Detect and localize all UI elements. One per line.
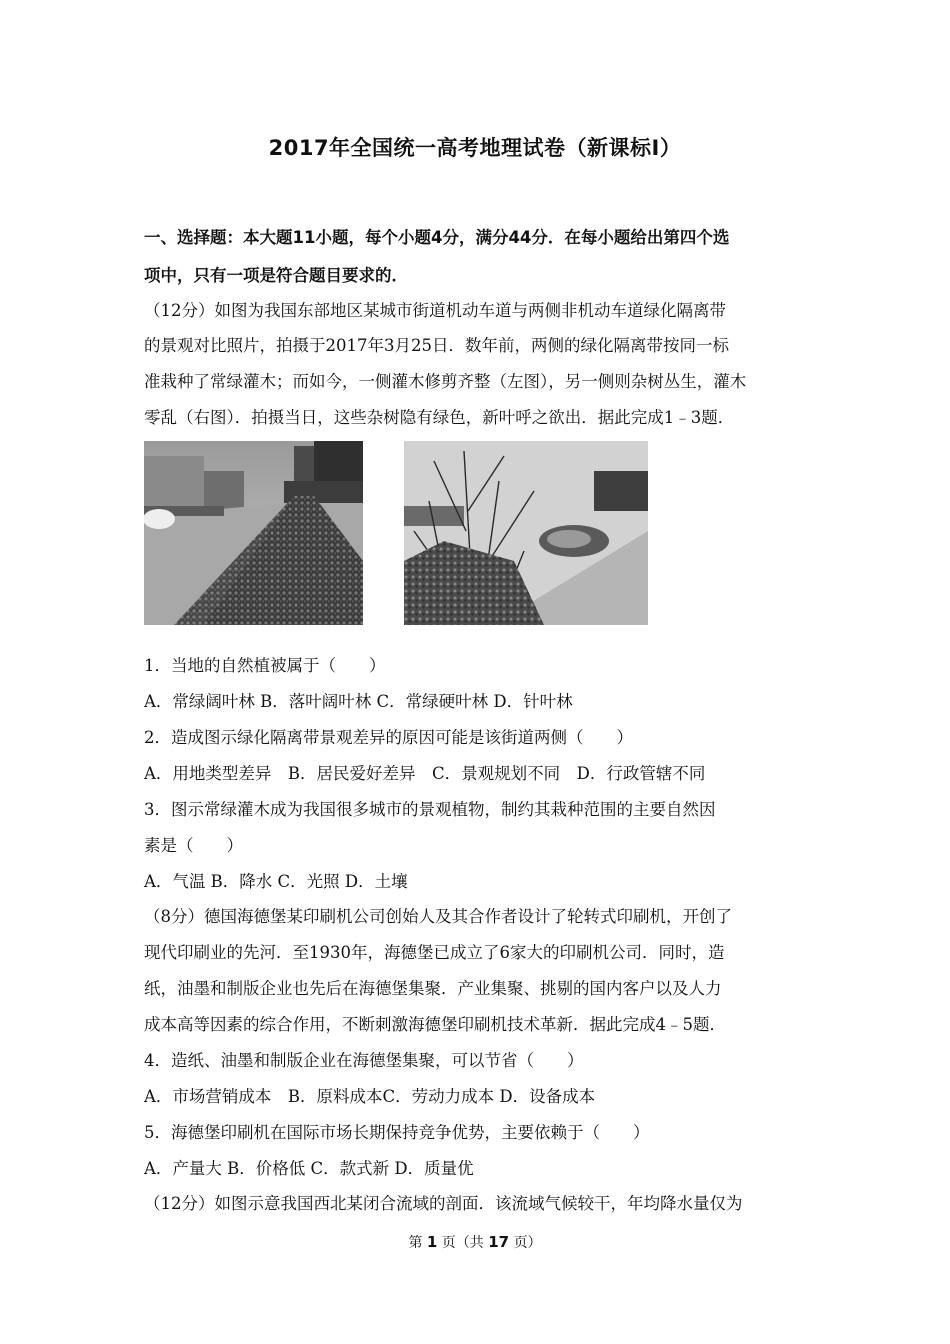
footer-middle: 页（共 xyxy=(441,1235,484,1251)
passage-1-line: 准栽种了常绿灌木；而如今，一侧灌木修剪齐整（左图），另一侧则杂树丛生，灌木 xyxy=(144,372,747,391)
question-4-options: A．市场营销成本 B．原料成本C．劳动力成本 D．设备成本 xyxy=(144,1087,596,1106)
question-1-options: A．常绿阔叶林 B．落叶阔叶林 C．常绿硬叶林 D．针叶林 xyxy=(144,692,573,711)
section-heading-line-1: 一、选择题：本大题11小题，每个小题4分，满分44分．在每小题给出第四个选 xyxy=(144,228,730,247)
page-title: 2017年全国统一高考地理试卷（新课标Ⅰ） xyxy=(268,136,682,160)
question-3-options: A．气温 B．降水 C．光照 D．土壤 xyxy=(144,872,408,891)
footer-suffix: 页） xyxy=(513,1235,542,1251)
passage-1-line: 的景观对比照片，拍摄于2017年3月25日．数年前，两侧的绿化隔离带按同一标 xyxy=(144,336,729,355)
footer-prefix: 第 xyxy=(408,1235,423,1251)
passage-1-line: （12分）如图为我国东部地区某城市街道机动车道与两侧非机动车道绿化隔离带 xyxy=(144,301,726,320)
passage-2-line: 成本高等因素的综合作用，不断刺激海德堡印刷机技术革新．据此完成4﹣5题． xyxy=(144,1015,726,1034)
question-4: 4．造纸、油墨和制版企业在海德堡集聚，可以节省（ ） xyxy=(144,1051,584,1070)
passage-2-line: （8分）德国海德堡某印刷机公司创始人及其合作者设计了轮转式印刷机，开创了 xyxy=(144,907,732,926)
passage-3-line: （12分）如图示意我国西北某闭合流域的剖面．该流域气候较干，年均降水量仅为 xyxy=(144,1194,743,1213)
question-3-line-1: 3．图示常绿灌木成为我国很多城市的景观植物，制约其栽种范围的主要自然因 xyxy=(144,800,716,819)
page-footer xyxy=(0,1232,950,1252)
question-1: 1．当地的自然植被属于（ ） xyxy=(144,656,386,675)
question-2: 2．造成图示绿化隔离带景观差异的原因可能是该街道两侧（ ） xyxy=(144,728,633,747)
question-5: 5．海德堡印刷机在国际市场长期保持竞争优势，主要依赖于（ ） xyxy=(144,1123,650,1142)
question-3-line-2: 素是（ ） xyxy=(144,836,243,855)
question-5-options: A．产量大 B．价格低 C．款式新 D．质量优 xyxy=(144,1159,474,1178)
question-2-options: A．用地类型差异 B．居民爱好差异 C．景观规划不同 D．行政管辖不同 xyxy=(144,764,706,783)
photo-overgrown-median xyxy=(404,441,648,625)
passage-2-line: 现代印刷业的先河．至1930年，海德堡已成立了6家大的印刷机公司．同时，造 xyxy=(144,943,725,962)
passage-2-line: 纸，油墨和制版企业也先后在海德堡集聚．产业集聚、挑剔的国内客户以及人力 xyxy=(144,979,722,998)
section-heading-line-2: 项中，只有一项是符合题目要求的． xyxy=(144,266,408,285)
passage-1-line: 零乱（右图）．拍摄当日，这些杂树隐有绿色，新叶呼之欲出．据此完成1﹣3题． xyxy=(144,408,735,427)
footer-page-number: 1 xyxy=(426,1233,438,1251)
photo-trimmed-hedge xyxy=(144,441,363,625)
footer-total-pages: 17 xyxy=(488,1233,510,1251)
